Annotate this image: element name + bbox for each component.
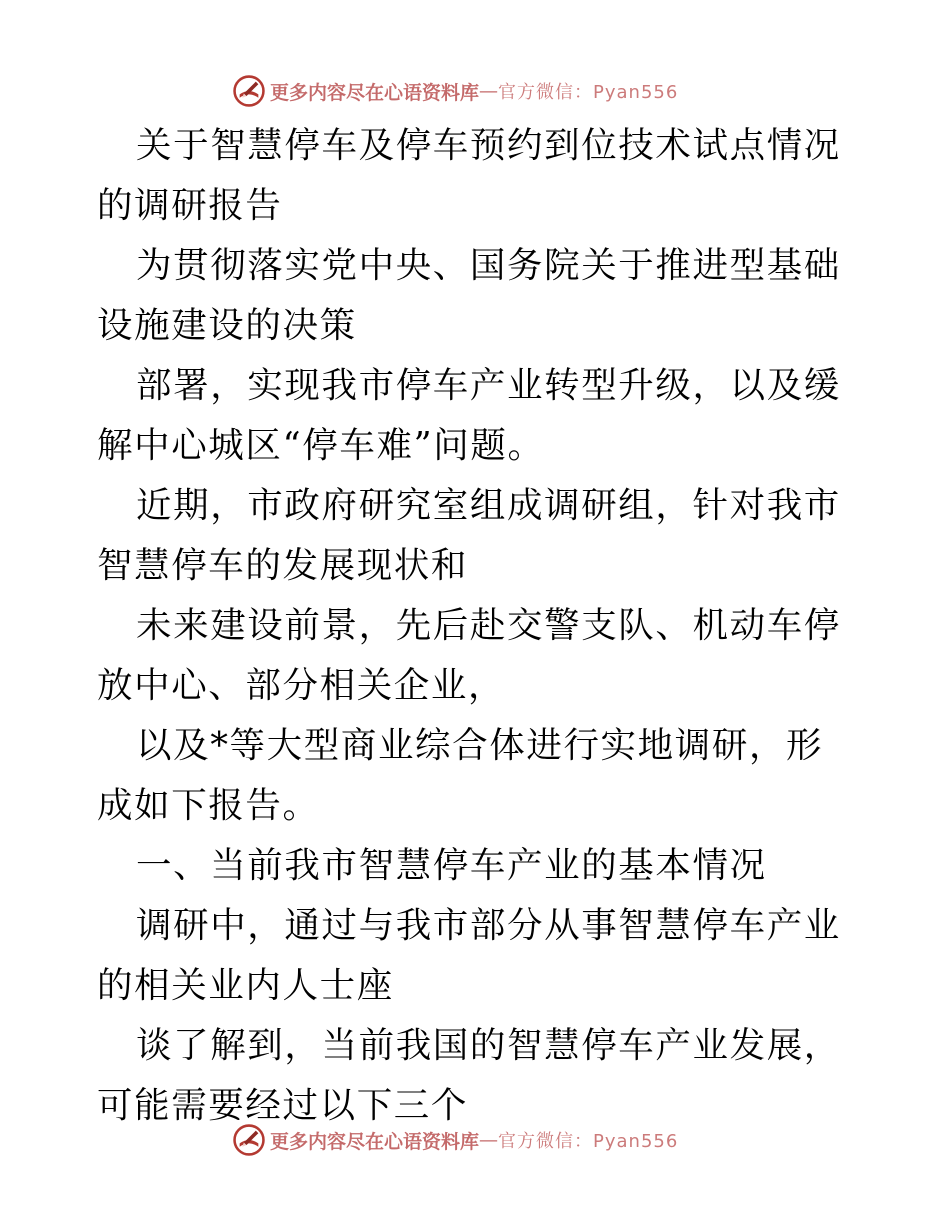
banner-brand-text: 更多内容尽在心语资料库	[270, 81, 480, 104]
document-body	[97, 116, 857, 1136]
book-pen-logo-icon	[232, 1123, 266, 1157]
header-watermark-banner	[232, 71, 678, 111]
paragraph: 调研中，通过与我市部分从事智慧停车产业的相关业内人士座	[97, 905, 841, 1006]
paragraph: 未来建设前景，先后赴交警支队、机动车停放中心、部分相关企业，	[97, 605, 841, 706]
paragraph: 部署，实现我市停车产业转型升级，以及缓解中心城区“停车难”问题。	[97, 365, 841, 466]
banner-contact-text: 官方微信：Pyan556	[498, 1131, 679, 1152]
paragraph: 谈了解到，当前我国的智慧停车产业发展，可能需要经过以下三个	[97, 1025, 841, 1126]
footer-watermark-banner	[232, 1120, 678, 1160]
banner-contact-text: 官方微信：Pyan556	[498, 82, 679, 103]
book-pen-logo-icon	[232, 74, 266, 108]
banner-brand-text: 更多内容尽在心语资料库	[270, 1130, 480, 1153]
section-heading: 一、当前我市智慧停车产业的基本情况	[136, 845, 767, 886]
paragraph-title: 关于智慧停车及停车预约到位技术试点情况的调研报告	[97, 125, 841, 226]
banner-separator: —	[479, 80, 499, 102]
paragraph: 以及*等大型商业综合体进行实地调研，形成如下报告。	[97, 725, 824, 826]
paragraph: 近期，市政府研究室组成调研组，针对我市智慧停车的发展现状和	[97, 485, 841, 586]
paragraph: 为贯彻落实党中央、国务院关于推进型基础设施建设的决策	[97, 245, 841, 346]
banner-separator: —	[479, 1129, 499, 1151]
